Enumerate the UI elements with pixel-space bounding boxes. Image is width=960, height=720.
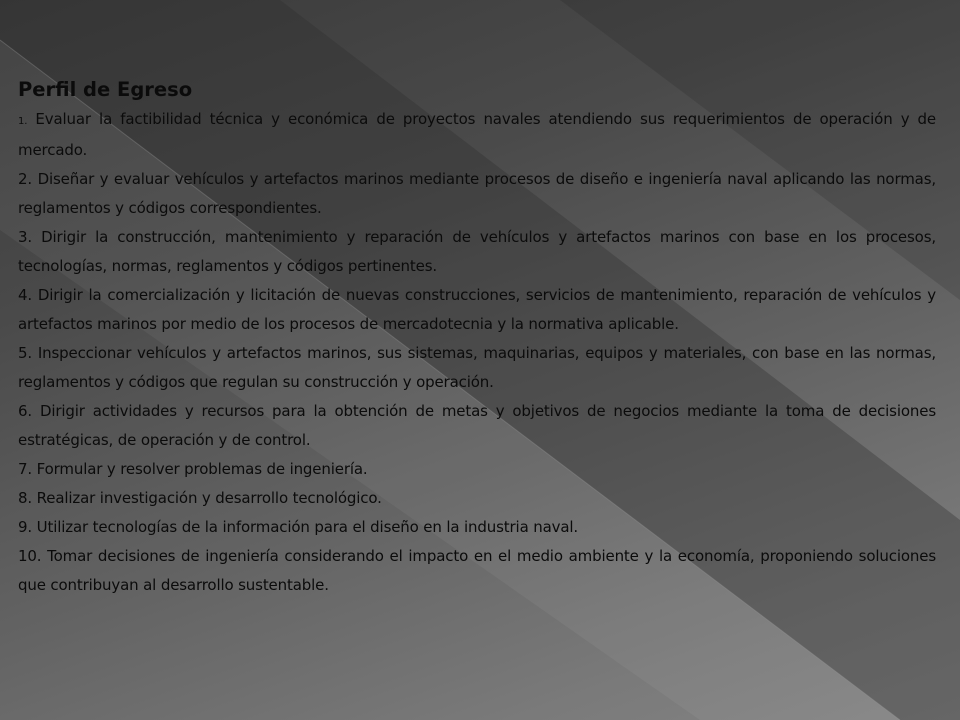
list-item-separator: . bbox=[27, 286, 33, 304]
list-item-separator: . bbox=[27, 344, 33, 362]
list-item-9 bbox=[18, 513, 936, 542]
list-item-number: 2 bbox=[18, 170, 28, 188]
list-item-3 bbox=[18, 223, 936, 281]
slide-content bbox=[18, 74, 936, 600]
list-item-separator: . bbox=[27, 460, 33, 478]
list-item-separator: . bbox=[27, 489, 33, 507]
list-item-7 bbox=[18, 455, 936, 484]
list-item-8 bbox=[18, 484, 936, 513]
list-item-1 bbox=[18, 105, 936, 165]
list-item-separator: . bbox=[27, 402, 33, 420]
list-item-text: Dirigir actividades y recursos para la obtención de metas y objetivos de negocios mediante la toma de decisiones estratégicas, de operación y de control. bbox=[18, 402, 936, 449]
list-item-4 bbox=[18, 281, 936, 339]
list-item-6 bbox=[18, 397, 936, 455]
list-item-10 bbox=[18, 542, 936, 600]
list-item-text: Evaluar la factibilidad técnica y económica de proyectos navales atendiendo sus requerimientos de operación y de mercado. bbox=[18, 110, 936, 159]
list-item-separator: . bbox=[27, 518, 33, 536]
list-item-number: 7 bbox=[18, 460, 28, 478]
list-item-number: 5 bbox=[18, 344, 28, 362]
list-item-number: 1 bbox=[18, 116, 25, 127]
list-item-number: 4 bbox=[18, 286, 28, 304]
list-item-text: Utilizar tecnologías de la información para el diseño en la industria naval. bbox=[36, 518, 579, 536]
list-item-number: 3 bbox=[18, 228, 28, 246]
list-item-separator: . bbox=[27, 170, 33, 188]
list-item-text: Inspeccionar vehículos y artefactos marinos, sus sistemas, maquinarias, equipos y materiales, con base en las normas, reglamentos y códigos que regulan su construcción y operación. bbox=[18, 344, 936, 391]
list-item-text: Realizar investigación y desarrollo tecnológico. bbox=[36, 489, 382, 507]
list-item-separator: . bbox=[24, 116, 28, 127]
list-item-text: Dirigir la construcción, mantenimiento y reparación de vehículos y artefactos marinos con base en los procesos, tecnologías, normas, reglamentos y códigos pertinentes. bbox=[18, 228, 936, 275]
list-item-separator: . bbox=[27, 228, 33, 246]
slide-title: Perfil de Egreso bbox=[18, 78, 193, 101]
list-item-text: Formular y resolver problemas de ingeniería. bbox=[36, 460, 368, 478]
list-item-2 bbox=[18, 165, 936, 223]
list-item-text: Tomar decisiones de ingeniería considerando el impacto en el medio ambiente y la economía, proponiendo soluciones que contribuyan al desarrollo sustentable. bbox=[18, 547, 936, 594]
list-item-number: 9 bbox=[18, 518, 28, 536]
list-item-text: Dirigir la comercialización y licitación de nuevas construcciones, servicios de mantenimiento, reparación de vehículos y artefactos marinos por medio de los procesos de mercadotecnia y la normativa aplicable. bbox=[18, 286, 936, 333]
list-item-text: Diseñar y evaluar vehículos y artefactos marinos mediante procesos de diseño e ingeniería naval aplicando las normas, reglamentos y códigos correspondientes. bbox=[18, 170, 936, 217]
list-item-5 bbox=[18, 339, 936, 397]
list-item-number: 6 bbox=[18, 402, 28, 420]
list-item-number: 8 bbox=[18, 489, 28, 507]
list-item-separator: . bbox=[36, 547, 42, 565]
list-item-number: 10 bbox=[18, 547, 37, 565]
